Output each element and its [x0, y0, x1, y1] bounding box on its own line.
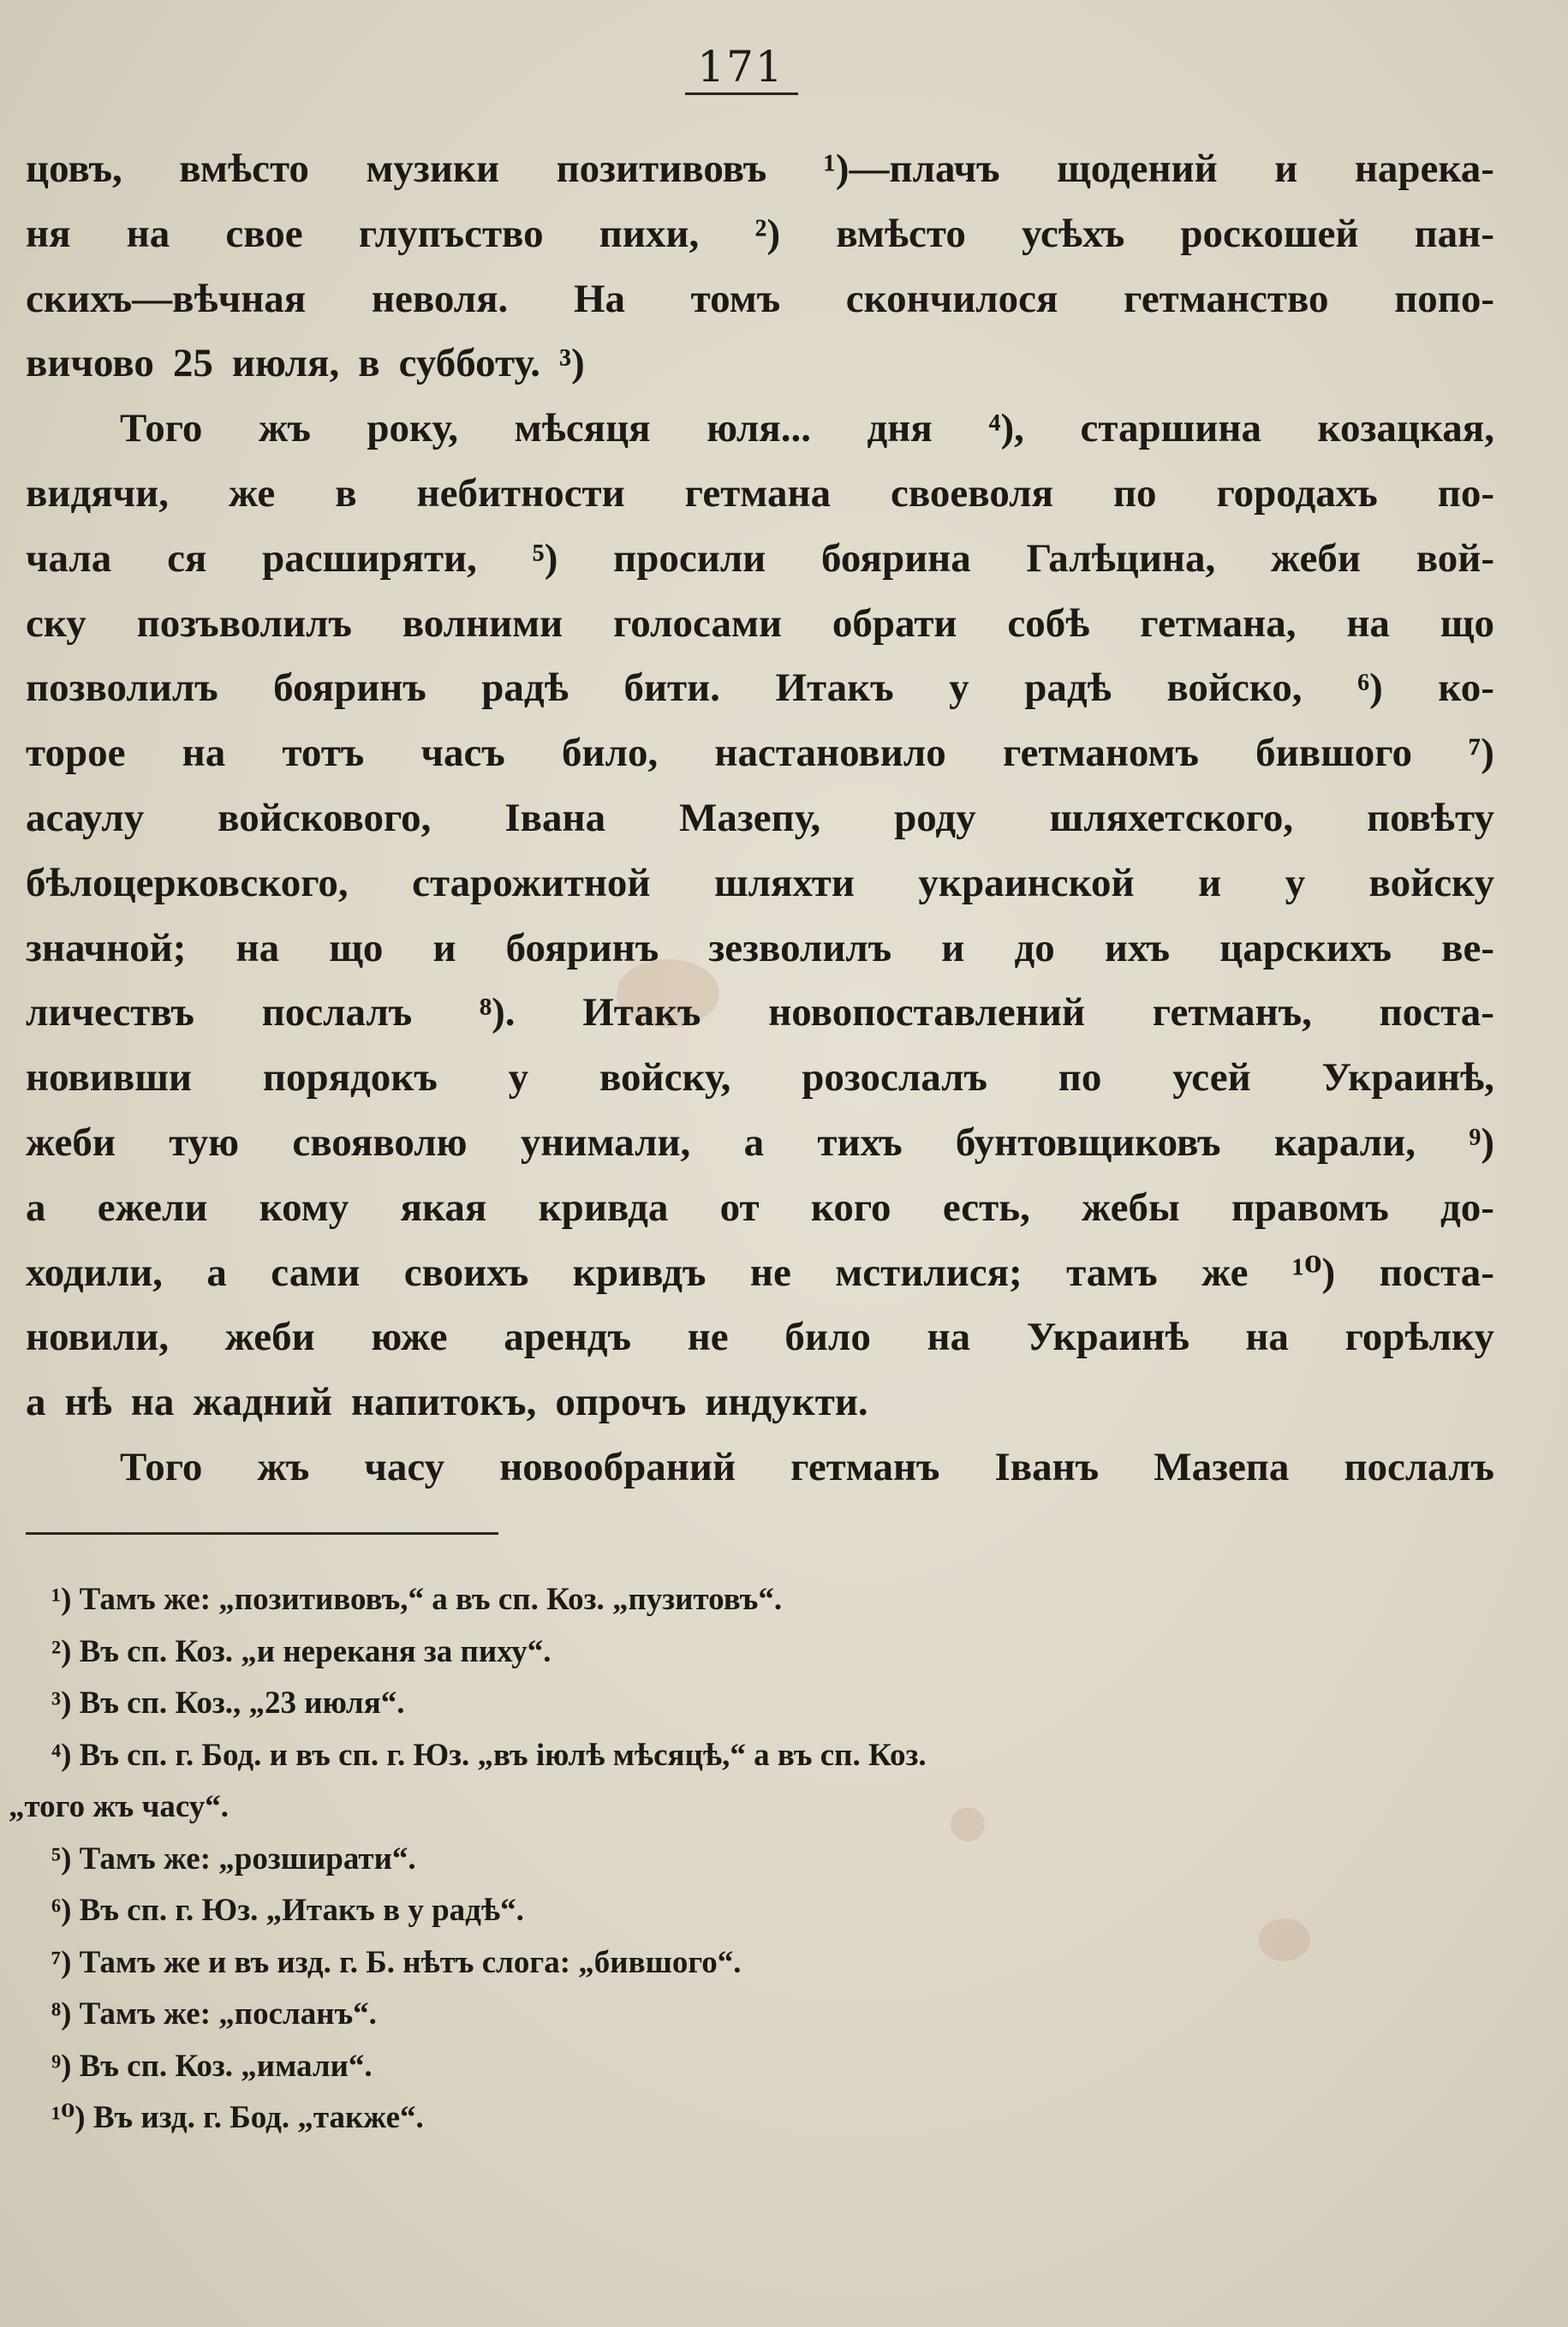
page-number: 171	[697, 42, 784, 92]
footnote-line: ⁸) Тамъ же: „посланъ“.	[51, 1996, 377, 2032]
word: войску	[1368, 860, 1494, 905]
word: вмѣсто	[179, 146, 309, 191]
word: що	[329, 925, 384, 970]
word: поста-	[1379, 990, 1494, 1035]
word: послалъ	[261, 990, 413, 1035]
word: по-	[1437, 470, 1494, 516]
word: кривда	[538, 1184, 669, 1230]
word: царскихъ	[1219, 925, 1392, 970]
word: же	[1201, 1250, 1249, 1295]
word: Украинѣ,	[1321, 1055, 1494, 1101]
word: просили	[613, 535, 766, 581]
word: бити.	[623, 665, 720, 711]
word: пихи,	[599, 211, 700, 256]
word: карали,	[1273, 1119, 1416, 1165]
word: своихъ	[403, 1250, 529, 1295]
word: гетманъ,	[1152, 990, 1312, 1035]
word: юже	[371, 1315, 448, 1360]
word: скончилося	[845, 276, 1058, 321]
footnote-line: ⁶) Въ сп. г. Юз. „Итакъ в у радѣ“.	[51, 1893, 524, 1928]
text-line	[26, 592, 1494, 657]
word: поста-	[1379, 1250, 1494, 1295]
word: небитности	[416, 470, 625, 516]
word: щодений	[1057, 146, 1218, 191]
word: Іванъ	[994, 1444, 1100, 1489]
word: било,	[562, 731, 659, 776]
word: що	[1440, 600, 1494, 646]
text-line	[26, 397, 1494, 462]
word: Того	[120, 406, 203, 451]
word: субботу.	[398, 341, 541, 386]
text-line	[26, 137, 1494, 202]
word: бояринъ	[505, 925, 659, 970]
word: позволилъ	[26, 665, 218, 711]
word: зезволилъ	[708, 925, 892, 970]
word: жебы	[1082, 1184, 1180, 1230]
word: ве-	[1441, 925, 1494, 970]
word: ску	[26, 600, 86, 646]
word: цовъ,	[26, 146, 122, 191]
text-line	[26, 202, 1494, 267]
word: козацкая,	[1317, 406, 1494, 451]
text-line	[26, 1435, 1494, 1501]
word: правомъ	[1231, 1184, 1389, 1230]
footnote-line: „того жъ часу“.	[9, 1789, 230, 1824]
word: Мазепу,	[678, 795, 821, 840]
word: часу	[364, 1444, 445, 1489]
word: вмѣсто	[836, 211, 966, 256]
text-line	[26, 1111, 1494, 1176]
word: тамъ	[1066, 1250, 1158, 1295]
word: городахъ	[1216, 470, 1378, 516]
word: ⁶)	[1357, 665, 1383, 711]
word: не	[749, 1250, 791, 1295]
word: в	[335, 470, 357, 516]
word: на	[1245, 1315, 1289, 1360]
word: порядокъ	[262, 1055, 438, 1101]
word: ³)	[559, 341, 585, 386]
word: а	[206, 1250, 227, 1295]
word: бунтовщиковъ	[955, 1119, 1221, 1165]
word: ¹)—плачъ	[823, 146, 1000, 191]
word: розослалъ	[802, 1055, 987, 1101]
word: якая	[400, 1184, 487, 1230]
text-line	[26, 527, 1494, 592]
word: до	[1014, 925, 1055, 970]
word: ходили,	[26, 1250, 163, 1295]
word: позитивовъ	[556, 146, 767, 191]
word: нѣ	[64, 1380, 112, 1425]
word: ня	[26, 211, 71, 256]
text-line	[26, 1176, 1494, 1241]
word: Івана	[504, 795, 606, 840]
word: тую	[169, 1119, 240, 1165]
word: гетмана,	[1140, 600, 1297, 646]
word: до-	[1440, 1184, 1494, 1230]
word: от	[719, 1184, 760, 1230]
word: напитокъ,	[351, 1380, 537, 1425]
word: по	[1112, 470, 1157, 516]
text-line	[26, 331, 1494, 397]
word: ²)	[754, 211, 781, 256]
word: мѣсяця	[514, 406, 651, 451]
word: арендъ	[504, 1315, 631, 1360]
word: асаулу	[26, 795, 145, 840]
word: мстилися;	[835, 1250, 1022, 1295]
word: индукти.	[705, 1380, 868, 1425]
word: видячи,	[26, 470, 170, 516]
word: войску,	[599, 1055, 731, 1101]
text-line	[26, 1046, 1494, 1111]
word: свое	[225, 211, 303, 256]
word: радѣ	[1024, 665, 1112, 711]
word: глупъство	[358, 211, 544, 256]
word: шляхетского,	[1049, 795, 1294, 840]
word: 25	[172, 341, 213, 386]
word: юля...	[706, 406, 811, 451]
word: ⁴),	[988, 406, 1024, 451]
word: на	[1346, 600, 1390, 646]
word: вой-	[1416, 535, 1494, 581]
text-line	[26, 916, 1494, 982]
word: гетманомъ	[1002, 731, 1199, 776]
word: значной;	[26, 925, 187, 970]
text-line	[26, 1241, 1494, 1306]
word: роскошей	[1180, 211, 1359, 256]
word: а	[26, 1380, 46, 1425]
word: усѣхъ	[1022, 211, 1125, 256]
text-line	[26, 851, 1494, 916]
word: неволя.	[371, 276, 509, 321]
footnote-line: ⁷) Тамъ же и въ изд. г. Б. нѣтъ слога: „бившого“.	[51, 1944, 742, 1980]
word: бояринъ	[273, 665, 426, 711]
word: тотъ	[282, 731, 365, 776]
word: позъволилъ	[136, 600, 352, 646]
word: собѣ	[1007, 600, 1090, 646]
word: боярина	[821, 535, 971, 581]
word: новообраний	[499, 1444, 736, 1489]
text-line	[26, 721, 1494, 786]
word: июля,	[231, 341, 340, 386]
word: жадний	[193, 1380, 332, 1425]
word: послалъ	[1344, 1444, 1494, 1489]
footnote-line: ¹⁰) Въ изд. г. Бод. „также“.	[51, 2100, 424, 2135]
word: жеби	[26, 1119, 116, 1165]
word: обрати	[832, 600, 957, 646]
word: Итакъ	[582, 990, 701, 1035]
word: чала	[26, 535, 112, 581]
text-line	[26, 786, 1494, 851]
word: на	[927, 1315, 971, 1360]
word: ⁵)	[532, 535, 558, 581]
word: ⁸).	[479, 990, 516, 1035]
word: же	[228, 470, 276, 516]
word: расширяти,	[262, 535, 477, 581]
word: попо-	[1394, 276, 1494, 321]
word: часъ	[420, 731, 505, 776]
word: у	[1285, 860, 1306, 905]
word: Украинѣ	[1026, 1315, 1189, 1360]
word: ежели	[97, 1184, 208, 1230]
word: старшина	[1080, 406, 1261, 451]
word: шляхти	[713, 860, 855, 905]
word: На	[573, 276, 626, 321]
footnotes	[9, 1574, 1473, 2145]
word: опрочъ	[555, 1380, 687, 1425]
word: Галѣцина,	[1026, 535, 1216, 581]
footnote-line: ⁴) Въ сп. г. Бод. и въ сп. г. Юз. „въ іюлѣ мѣсяцѣ,“ а въ сп. Коз.	[51, 1737, 927, 1773]
word: новопоставлений	[768, 990, 1086, 1035]
word: кривдъ	[572, 1250, 706, 1295]
word: жъ	[258, 406, 311, 451]
main-text	[26, 137, 1494, 1501]
word: било	[784, 1315, 871, 1360]
footnote-line: ⁵) Тамъ же: „розширати“.	[51, 1841, 416, 1877]
word: не	[687, 1315, 729, 1360]
word: личествъ	[26, 990, 194, 1035]
word: кому	[259, 1184, 349, 1230]
text-line	[26, 267, 1494, 332]
word: войскового,	[218, 795, 432, 840]
word: настановило	[714, 731, 946, 776]
word: радѣ	[481, 665, 569, 711]
word: ¹⁰)	[1291, 1250, 1336, 1295]
word: есть,	[942, 1184, 1030, 1230]
word: на	[130, 1380, 175, 1425]
word: томъ	[690, 276, 781, 321]
text-line	[26, 1370, 1494, 1435]
word: сами	[271, 1250, 361, 1295]
word: новивши	[26, 1055, 193, 1101]
word: свояволю	[292, 1119, 468, 1165]
word: и	[1274, 146, 1298, 191]
word: на	[126, 211, 170, 256]
footnote-line: ²) Въ сп. Коз. „и нереканя за пиху“.	[51, 1633, 551, 1669]
word: голосами	[613, 600, 783, 646]
text-line	[26, 656, 1494, 721]
word: жеби	[1271, 535, 1361, 581]
word: Мазепа	[1154, 1444, 1290, 1489]
word: гетманство	[1124, 276, 1329, 321]
word: року,	[367, 406, 459, 451]
word: ихъ	[1104, 925, 1171, 970]
word: бѣлоцерковского,	[26, 860, 349, 905]
word: унимали,	[520, 1119, 691, 1165]
word: по	[1058, 1055, 1102, 1101]
page-number-underline	[685, 92, 798, 95]
word: а	[743, 1119, 765, 1165]
word: у	[508, 1055, 529, 1101]
word: бившого	[1255, 731, 1412, 776]
word: своеволя	[891, 470, 1054, 516]
word: гетманъ	[790, 1444, 940, 1489]
word: и	[1198, 860, 1222, 905]
text-line	[26, 981, 1494, 1046]
word: новили,	[26, 1315, 170, 1360]
word: украинской	[918, 860, 1135, 905]
word: ⁹)	[1469, 1119, 1494, 1165]
word: кого	[810, 1184, 891, 1230]
word: торое	[26, 731, 126, 776]
word: тихъ	[817, 1119, 903, 1165]
word: музики	[366, 146, 500, 191]
word: и	[432, 925, 456, 970]
word: Итакъ	[775, 665, 894, 711]
word: Того	[120, 1444, 203, 1489]
word: в	[358, 341, 380, 386]
word: войско,	[1166, 665, 1303, 711]
word: вичово	[26, 341, 154, 386]
footnote-line: ⁹) Въ сп. Коз. „имали“.	[51, 2048, 373, 2084]
word: старожитной	[412, 860, 651, 905]
word: скихъ—вѣчная	[26, 276, 307, 321]
word: жъ	[257, 1444, 310, 1489]
word: повѣту	[1367, 795, 1494, 840]
word: горѣлку	[1344, 1315, 1494, 1360]
footnote-line: ¹) Тамъ же: „позитивовъ,“ а въ сп. Коз. „пузитовъ“.	[51, 1582, 783, 1617]
word: на	[182, 731, 226, 776]
word: пан-	[1414, 211, 1494, 256]
footnote-line: ³) Въ сп. Коз., „23 июля“.	[51, 1686, 405, 1721]
word: на	[235, 925, 280, 970]
word: нарека-	[1354, 146, 1494, 191]
footnote-separator	[26, 1532, 498, 1535]
word: ⁷)	[1469, 731, 1494, 776]
word: ко-	[1438, 665, 1494, 711]
word: жеби	[224, 1315, 315, 1360]
word: ся	[167, 535, 207, 581]
word: гетмана	[684, 470, 832, 516]
word: усей	[1172, 1055, 1251, 1101]
word: роду	[894, 795, 976, 840]
word: и	[941, 925, 965, 970]
text-line	[26, 462, 1494, 527]
word: волними	[402, 600, 563, 646]
word: дня	[867, 406, 933, 451]
word: у	[949, 665, 969, 711]
word: а	[26, 1184, 46, 1230]
text-line	[26, 1305, 1494, 1370]
